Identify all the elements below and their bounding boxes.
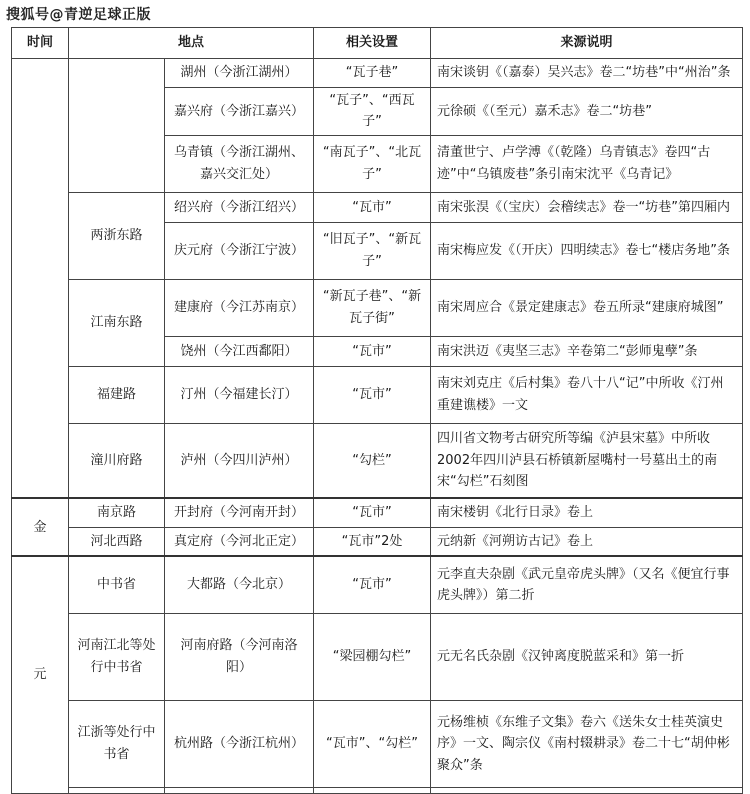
place-cell-partial (165, 787, 314, 793)
source-cell: 四川省文物考古研究所等编《泸县宋墓》中所收2002年四川泸县石桥镇新屋嘴村一号墓出土的南宋“勾栏”石刻图 (431, 423, 743, 498)
place-cell: 河南府路（今河南洛阳） (165, 613, 314, 700)
place-cell: 汀州（今福建长汀） (165, 366, 314, 423)
setting-cell: “梁园棚勾栏” (314, 613, 431, 700)
watermark-text: 搜狐号@青逆足球正版 (6, 7, 151, 23)
road-cell: 中书省 (69, 556, 165, 613)
setting-cell: “瓦市”2处 (314, 527, 431, 556)
place-cell: 开封府（今河南开封） (165, 498, 314, 527)
road-cell-blank (69, 59, 165, 193)
source-cell: 南宋刘克庄《后村集》卷八十八“记”中所收《汀州重建谯楼》一文 (431, 366, 743, 423)
road-cell: 河北西路 (69, 527, 165, 556)
road-cell: 江南东路 (69, 279, 165, 366)
setting-cell: “瓦市” (314, 366, 431, 423)
setting-cell: “瓦子巷” (314, 59, 431, 88)
setting-cell: “瓦市”、“勾栏” (314, 700, 431, 787)
table-row (12, 59, 743, 88)
road-cell: 江浙等处行中书省 (69, 700, 165, 787)
place-cell: 泸州（今四川泸州） (165, 423, 314, 498)
source-cell: 南宋张淏《（宝庆）会稽续志》卷一“坊巷”第四厢内 (431, 192, 743, 222)
road-cell: 潼川府路 (69, 423, 165, 498)
source-cell: 南宋洪迈《夷坚三志》辛卷第二“彭师鬼孽”条 (431, 336, 743, 366)
source-cell: 元徐硕《（至元）嘉禾志》卷二“坊巷” (431, 88, 743, 136)
place-cell: 庆元府（今浙江宁波） (165, 222, 314, 279)
table-row (12, 279, 743, 336)
setting-cell: “旧瓦子”、“新瓦子” (314, 222, 431, 279)
header-location: 地点 (69, 28, 314, 59)
source-cell-partial (431, 787, 743, 793)
source-cell: 元无名氏杂剧《汉钟离度脱蓝采和》第一折 (431, 613, 743, 700)
table-row (12, 613, 743, 700)
header-setting: 相关设置 (314, 28, 431, 59)
setting-cell: “勾栏” (314, 423, 431, 498)
place-cell: 饶州（今江西鄱阳） (165, 336, 314, 366)
setting-cell-partial (314, 787, 431, 793)
header-source: 来源说明 (431, 28, 743, 59)
place-cell: 绍兴府（今浙江绍兴） (165, 192, 314, 222)
time-cell: 金 (12, 498, 69, 556)
source-cell: 元纳新《河朔访古记》卷上 (431, 527, 743, 556)
source-cell: 清董世宁、卢学溥《（乾隆）乌青镇志》卷四“古迹”中“乌镇废巷”条引南宋沈平《乌青记》 (431, 135, 743, 192)
source-cell: 元李直夫杂剧《武元皇帝虎头牌》（又名《便宜行事虎头牌》）第二折 (431, 556, 743, 613)
source-cell: 元杨维桢《东维子文集》卷六《送朱女士桂英演史序》一文、陶宗仪《南村辍耕录》卷二十七“胡仲彬聚众”条 (431, 700, 743, 787)
place-cell: 乌青镇（今浙江湖州、嘉兴交汇处） (165, 135, 314, 192)
table-header-row (12, 28, 743, 59)
time-cell-song (12, 59, 69, 499)
setting-cell: “瓦市” (314, 336, 431, 366)
header-time: 时间 (12, 28, 69, 59)
table-row (12, 192, 743, 222)
setting-cell: “新瓦子巷”、“新瓦子街” (314, 279, 431, 336)
road-cell-partial (69, 787, 165, 793)
place-cell: 嘉兴府（今浙江嘉兴） (165, 88, 314, 136)
table-row (12, 700, 743, 787)
place-cell: 建康府（今江苏南京） (165, 279, 314, 336)
place-cell: 真定府（今河北正定） (165, 527, 314, 556)
setting-cell: “瓦市” (314, 556, 431, 613)
table-row (12, 527, 743, 556)
table-row-partial (12, 787, 743, 793)
time-cell: 元 (12, 556, 69, 793)
road-cell: 河南江北等处行中书省 (69, 613, 165, 700)
table-row (12, 366, 743, 423)
source-cell: 南宋周应合《景定建康志》卷五所录“建康府城图” (431, 279, 743, 336)
place-cell: 大都路（今北京） (165, 556, 314, 613)
setting-cell: “瓦市” (314, 192, 431, 222)
place-cell: 湖州（今浙江湖州） (165, 59, 314, 88)
source-cell: 南宋谈钥《（嘉泰）吴兴志》卷二“坊巷”中“州治”条 (431, 59, 743, 88)
place-cell: 杭州路（今浙江杭州） (165, 700, 314, 787)
historical-venues-table (11, 27, 743, 794)
source-cell: 南宋梅应发《（开庆）四明续志》卷七“楼店务地”条 (431, 222, 743, 279)
setting-cell: “瓦市” (314, 498, 431, 527)
setting-cell: “南瓦子”、“北瓦子” (314, 135, 431, 192)
table-row (12, 556, 743, 613)
table-row (12, 498, 743, 527)
table-row (12, 423, 743, 498)
setting-cell: “瓦子”、“西瓦子” (314, 88, 431, 136)
source-cell: 南宋楼钥《北行日录》卷上 (431, 498, 743, 527)
road-cell: 两浙东路 (69, 192, 165, 279)
road-cell: 南京路 (69, 498, 165, 527)
road-cell: 福建路 (69, 366, 165, 423)
